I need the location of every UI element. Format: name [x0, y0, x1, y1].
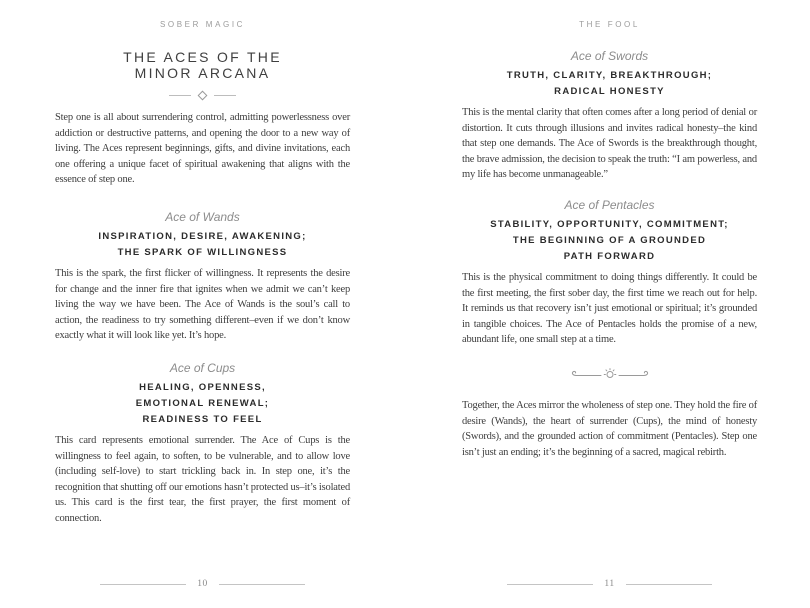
- card-keywords-ace-of-swords: [462, 68, 757, 100]
- diamond-rule-ornament-icon: [169, 91, 236, 99]
- keywords-line: PATH FORWARD: [563, 250, 656, 262]
- page-number-left: 10: [197, 579, 208, 589]
- chapter-title: [55, 49, 350, 81]
- card-description-ace-of-pentacles: This is the physical commitment to doing things differently. It could be the first meeting, the first sober day, the first time we reach out for help. It reminds us that recovery isn’t just emotional or spiritual; it’s grounded in tangible choices. The Ace of Pentacles holds the promise of a new, abundant life, one small step at a time.: [462, 271, 757, 346]
- card-name-ace-of-wands: Ace of Wands: [165, 209, 240, 224]
- keywords-line: INSPIRATION, DESIRE, AWAKENING;: [98, 230, 307, 242]
- sun-scroll-divider-ornament-icon: [562, 366, 658, 382]
- intro-paragraph: Step one is all about surrendering control, admitting powerlessness over addiction or destructive patterns, and opening the door to a new way of living. The Aces represent beginnings, gifts, and divine invitations, each one offering a unique facet of spiritual awakening that aligns with the essence of step one.: [55, 112, 350, 186]
- card-description-ace-of-wands: This is the spark, the first flicker of willingness. It represents the desire for change and the inner fire that ignites when we admit we can’t keep living the way we have been. The Ace of Wands is the soul’s call to action, the readiness to try something different–even if we don’t know exactly what it will look like yet. It’s hope.: [55, 267, 350, 342]
- page-footer-left: [55, 578, 350, 590]
- keywords-line: TRUTH, CLARITY, BREAKTHROUGH;: [506, 70, 713, 81]
- chapter-title-line-1: THE ACES OF THE: [123, 49, 282, 65]
- card-name-ace-of-pentacles: Ace of Pentacles: [564, 197, 655, 212]
- diamond-icon: [198, 90, 208, 100]
- ornament-rule-right: [214, 95, 236, 96]
- running-head-left: SOBER MAGIC: [159, 20, 246, 29]
- card-keywords-ace-of-cups: [55, 380, 350, 428]
- keywords-line: EMOTIONAL RENEWAL;: [135, 397, 270, 409]
- page-right: [405, 0, 810, 608]
- closing-paragraph: Together, the Aces mirror the wholeness of step one. They hold the fire of desire (Wands), the heart of surrender (Cups), the mind of honesty (Swords), and the grounded action of commitment (Pentacles). Step one isn’t just an ending; it’s the beginning of a sacred, magical rebirth.: [462, 399, 757, 458]
- keywords-line: READINESS TO FEEL: [142, 413, 263, 425]
- chapter-title-line-2: MINOR ARCANA: [134, 65, 271, 81]
- section-ace-of-pentacles: [462, 198, 757, 348]
- keywords-line: RADICAL HONESTY: [554, 86, 665, 97]
- keywords-line: THE SPARK OF WILLINGNESS: [117, 246, 288, 258]
- running-head-right: THE FOOL: [579, 20, 640, 29]
- page-footer-right: [462, 578, 757, 590]
- card-name-ace-of-cups: Ace of Cups: [169, 360, 236, 375]
- keywords-line: HEALING, OPENNESS,: [139, 381, 266, 393]
- keywords-line: THE BEGINNING OF A GROUNDED: [512, 234, 707, 246]
- card-keywords-ace-of-pentacles: [462, 217, 757, 265]
- card-description-ace-of-swords: This is the mental clarity that often comes after a long period of denial or distortion. It cuts through illusions and invites radical honesty–the kind that step one demands. The Ace of Swords is the breakthrough thought, the brave admission, the decision to speak the truth: “I am powerless, and my life has become unmanageable.”: [462, 107, 757, 181]
- footer-rule-right: [626, 584, 712, 585]
- card-description-ace-of-cups: This card represents emotional surrender. The Ace of Cups is the willingness to feel again, to soften, to be vulnerable, and to allow love (including self-love) to start trickling back in. In step one, it’s the recognition that shutting off our emotions hasn’t protected us–it’s isolated us. This card is the first tear, the first prayer, the first moment of connection.: [55, 434, 350, 524]
- section-ace-of-swords: [462, 49, 757, 183]
- footer-rule-right: [219, 584, 305, 585]
- footer-rule-left: [100, 584, 186, 585]
- footer-rule-left: [507, 584, 593, 585]
- section-ace-of-cups: [55, 361, 350, 527]
- page-number-right: 11: [604, 579, 615, 589]
- card-name-ace-of-swords: Ace of Swords: [570, 49, 649, 63]
- card-keywords-ace-of-wands: [55, 229, 350, 261]
- ornament-rule-left: [169, 95, 191, 96]
- section-ace-of-wands: [55, 210, 350, 344]
- keywords-line: STABILITY, OPPORTUNITY, COMMITMENT;: [490, 218, 729, 230]
